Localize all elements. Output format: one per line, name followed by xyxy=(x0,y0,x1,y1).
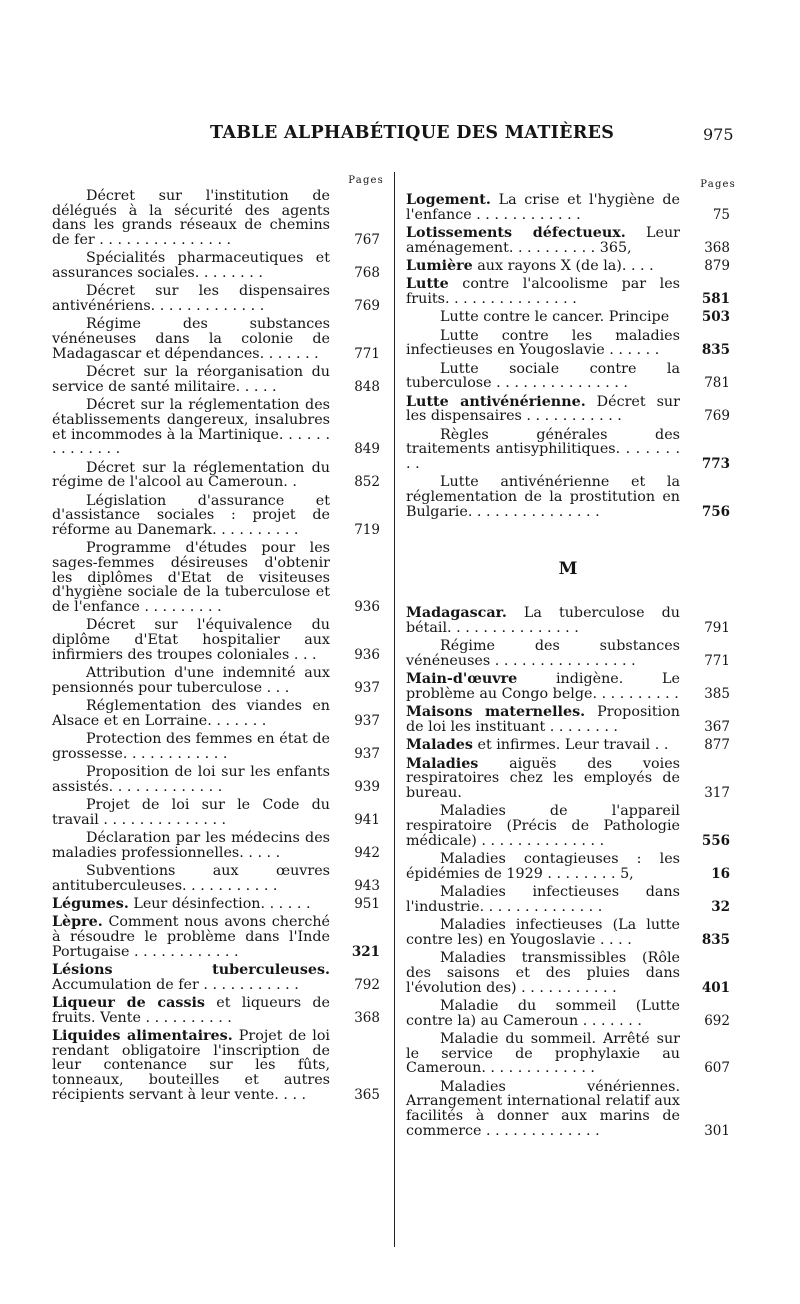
entry-heading: Liqueur de cassis xyxy=(52,995,205,1012)
entry-page-number: 941 xyxy=(354,811,380,828)
index-entry xyxy=(52,765,380,794)
entry-heading: Lutte antivénérienne. xyxy=(406,393,586,410)
entry-page-number: 835 xyxy=(701,342,730,359)
entry-text: Maladies transmissibles (Rôle des saisons et des pluies dans l'évolution des) . . . . . . . . . . . xyxy=(406,950,680,996)
entry-heading: Madagascar. xyxy=(406,605,507,622)
right-column xyxy=(406,175,736,1142)
pages-label: Pages xyxy=(700,179,736,190)
entry-text: Spécialités pharmaceutiques et assurances sociales. . . . . . . . xyxy=(52,250,330,282)
index-entry xyxy=(52,461,380,490)
entry-text: Subventions aux œuvres antituberculeuses. . . . . . . . . . . xyxy=(52,863,330,894)
entry-page-number: 769 xyxy=(704,408,730,425)
entry-text: Proposition de loi les instituant . . . . . . . . xyxy=(406,704,680,736)
entry-text: Comment nous avons cherché à résoudre le problème dans l'Inde Portugaise . . . . . . . . . . . . xyxy=(52,914,330,960)
index-entry xyxy=(406,672,730,701)
right-entry-list-l xyxy=(406,193,730,519)
index-entry xyxy=(406,918,730,947)
entry-page-number: 852 xyxy=(354,474,380,491)
index-entry xyxy=(406,852,730,881)
entry-text: Maladies infectieuses (La lutte contre les) en Yougoslavie . . . . xyxy=(406,917,680,948)
entry-text: Protection des femmes en état de grossesse. . . . . . . . . . . . xyxy=(52,731,330,762)
index-entry xyxy=(406,999,730,1028)
entry-page-number: 301 xyxy=(704,1122,730,1139)
index-entry xyxy=(406,951,730,995)
page-number: 975 xyxy=(703,125,734,144)
entry-page-number: 692 xyxy=(704,1012,730,1029)
entry-page-number: 367 xyxy=(704,719,730,736)
index-entry xyxy=(52,699,380,728)
index-entry xyxy=(52,666,380,695)
entry-text: Lutte antivénérienne et la réglementation de la prostitution en Bulgarie. . . . . . . . . . . . . . . xyxy=(406,474,680,520)
entry-text: Régime des substances vénéneuses . . . . . . . . . . . . . . . . xyxy=(406,638,680,670)
entry-text: La crise et l'hygiène de l'enfance . . . . . . . . . . . . xyxy=(406,192,680,223)
entry-page-number: 835 xyxy=(701,931,730,948)
entry-page-number: 385 xyxy=(704,686,730,703)
entry-text: Projet de loi rendant obligatoire l'inscription de leur contenance sur les fûts, tonneaux, bouteilles et autres récipients servant à leur vente. . . . xyxy=(52,1028,331,1103)
entry-heading: Maisons maternelles. xyxy=(406,704,586,721)
running-title: TABLE ALPHABÉTIQUE DES MATIÈRES xyxy=(210,123,615,143)
entry-text: et infirmes. Leur travail . . xyxy=(472,737,669,754)
entry-text: Proposition de loi sur les enfants assistés. . . . . . . . . . . . . xyxy=(52,764,330,795)
entry-heading: Logement. xyxy=(406,192,491,208)
left-entry-list xyxy=(52,189,380,1103)
entry-page-number: 769 xyxy=(354,298,380,315)
index-entry xyxy=(406,1080,730,1139)
index-entry xyxy=(406,705,730,734)
entry-page-number: 939 xyxy=(354,778,380,795)
entry-page-number: 32 xyxy=(711,898,730,915)
entry-text: Leur aménagement. . . . . . . . . . 365, xyxy=(406,225,680,256)
entry-text: Décret sur l'institution de délégués à la sécurité des agents dans les grands réseaux de chemins de fer . . . . . . . . . . . . . . . xyxy=(52,188,330,249)
left-column xyxy=(52,175,384,1106)
index-entry xyxy=(52,963,380,992)
entry-heading: Liquides alimentaires. xyxy=(52,1028,233,1045)
index-entry xyxy=(52,317,380,361)
entry-page-number: 16 xyxy=(711,865,730,882)
entry-page-number: 368 xyxy=(354,1009,380,1026)
index-entry xyxy=(406,193,730,222)
entry-text: Législation d'assurance et d'assistance sociales : projet de réforme au Danemark. . . . . . . . . . xyxy=(52,492,330,538)
entry-text: Lutte contre le cancer. Principe xyxy=(440,309,670,326)
entry-text: Attribution d'une indemnité aux pensionnés pour tuberculose . . . xyxy=(52,665,330,696)
index-entry xyxy=(406,639,730,668)
entry-page-number: 771 xyxy=(704,653,730,670)
index-entry xyxy=(406,804,730,848)
entry-heading: Lèpre. xyxy=(52,914,103,931)
entry-text: Accumulation de fer . . . . . . . . . . . xyxy=(52,976,299,993)
entry-page-number: 771 xyxy=(354,345,380,362)
entry-text: Programme d'études pour les sages-femmes désireuses d'obtenir les diplômes d'Etat de visiteuses d'hygiène sociale de la tuberculose et de l'enfance . . . . . . . . . xyxy=(52,540,330,616)
entry-heading: Maladies xyxy=(406,755,479,772)
entry-page-number: 791 xyxy=(704,620,730,637)
entry-text: La tuberculose du bétail. . . . . . . . . . . . . . . xyxy=(406,605,680,637)
entry-page-number: 607 xyxy=(704,1060,730,1077)
entry-page-number: 768 xyxy=(354,265,380,282)
index-entry xyxy=(52,189,380,248)
index-entry xyxy=(52,398,380,457)
entry-page-number: 792 xyxy=(354,976,380,993)
entry-text: Déclaration par les médecins des maladies professionnelles. . . . . xyxy=(52,830,330,861)
entry-page-number: 503 xyxy=(701,309,730,326)
entry-page-number: 937 xyxy=(354,712,380,729)
entry-page-number: 719 xyxy=(354,521,380,538)
entry-heading: Lésions tuberculeuses. xyxy=(52,962,330,979)
index-entry xyxy=(52,996,380,1025)
index-entry xyxy=(406,738,730,753)
entry-text: Lutte sociale contre la tuberculose . . . . . . . . . . . . . . . xyxy=(406,360,680,392)
entry-text: et liqueurs de fruits. Vente . . . . . . . . . . xyxy=(52,995,330,1026)
entry-page-number: 368 xyxy=(704,239,730,256)
index-entry xyxy=(406,757,730,801)
pages-label: Pages xyxy=(348,175,384,186)
entry-text: Lutte contre les maladies infectieuses en Yougoslavie . . . . . . xyxy=(406,327,680,359)
entry-page-number: 317 xyxy=(704,785,730,802)
index-entry xyxy=(52,251,380,280)
entry-text: Leur désinfection. . . . . . xyxy=(128,896,311,913)
entry-text: indigène. Le problème au Congo belge. . . . . . . . . . xyxy=(406,671,680,703)
entry-text: Décret sur la réglementation des établissements dangereux, insalubres et incommodes à la Martinique. . . . . . . . . . . . . . xyxy=(52,397,330,458)
entry-page-number: 943 xyxy=(354,877,380,894)
entry-text: Décret sur les dispensaires antivénériens. . . . . . . . . . . . . xyxy=(52,283,330,315)
entry-text: Décret sur la réorganisation du service de santé militaire. . . . . xyxy=(52,364,330,395)
entry-page-number: 773 xyxy=(701,456,730,472)
entry-page-number: 879 xyxy=(704,258,730,274)
index-entry xyxy=(52,798,380,827)
index-entry xyxy=(406,277,730,306)
entry-page-number: 365 xyxy=(354,1086,380,1103)
index-entry xyxy=(52,915,380,959)
entry-text: Règles générales des traitements antisyphilitiques. . . . . . . . . xyxy=(406,426,680,472)
entry-text: Régime des substances vénéneuses dans la colonie de Madagascar et dépendances. . . . . . . xyxy=(52,316,330,362)
entry-page-number: 581 xyxy=(701,291,730,307)
index-entry xyxy=(52,897,380,912)
index-entry xyxy=(406,1032,730,1076)
entry-page-number: 767 xyxy=(354,232,380,249)
index-entry xyxy=(406,310,730,325)
index-entry xyxy=(406,329,730,358)
index-entry xyxy=(52,1029,380,1103)
entry-text: Décret sur l'équivalence du diplôme d'Etat hospitalier aux infirmiers des troupes coloniales . . . xyxy=(52,617,330,663)
entry-text: Maladie du sommeil (Lutte contre la) au Cameroun . . . . . . . xyxy=(406,997,680,1029)
entry-page-number: 321 xyxy=(351,943,380,960)
entry-text: aiguës des voies respiratoires chez les employés de bureau. xyxy=(406,755,680,802)
index-entry xyxy=(406,475,730,519)
entry-page-number: 951 xyxy=(354,896,380,913)
entry-text: Projet de loi sur le Code du travail . . . . . . . . . . . . . . xyxy=(52,797,330,828)
entry-page-number: 942 xyxy=(354,844,380,861)
entry-page-number: 877 xyxy=(704,737,730,754)
entry-text: Décret sur la réglementation du régime de l'alcool au Cameroun. . xyxy=(52,459,330,491)
index-entry xyxy=(52,541,380,615)
index-entry xyxy=(52,864,380,893)
entry-page-number: 781 xyxy=(704,375,730,392)
entry-page-number: 936 xyxy=(354,599,380,616)
entry-heading: Main-d'œuvre xyxy=(406,671,518,688)
entry-text: Réglementation des viandes en Alsace et en Lorraine. . . . . . . xyxy=(52,698,330,729)
entry-page-number: 936 xyxy=(354,646,380,663)
entry-heading: Malades xyxy=(406,737,473,754)
entry-text: Maladie du sommeil. Arrêté sur le service de prophylaxie au Cameroun. . . . . . . . . . . . . xyxy=(406,1030,680,1077)
index-entry xyxy=(406,428,730,472)
column-divider xyxy=(394,172,395,1247)
index-entry xyxy=(52,732,380,761)
entry-heading: Lotissements défectueux. xyxy=(406,225,626,241)
index-entry xyxy=(52,365,380,394)
entry-page-number: 848 xyxy=(354,378,380,395)
entry-page-number: 756 xyxy=(701,503,730,520)
right-entry-list-m xyxy=(406,606,730,1138)
entry-text: aux rayons X (de la). . . . xyxy=(472,258,654,274)
entry-text: Maladies vénériennes. Arrangement international relatif aux facilités à donner aux marins de commerce . . . . . . . . . . . . . xyxy=(406,1078,680,1139)
entry-page-number: 75 xyxy=(712,206,730,223)
index-entry xyxy=(406,885,730,914)
entry-text: Maladies infectieuses dans l'industrie. . . . . . . . . . . . . . xyxy=(406,884,680,915)
entry-page-number: 937 xyxy=(354,679,380,696)
entry-heading: Lutte xyxy=(406,276,449,293)
index-entry xyxy=(406,395,730,424)
entry-page-number: 849 xyxy=(354,441,380,458)
entry-page-number: 937 xyxy=(354,745,380,762)
entry-text: Maladies contagieuses : les épidémies de 1929 . . . . . . . . 5, xyxy=(406,851,680,882)
entry-page-number: 401 xyxy=(701,979,730,996)
entry-heading: Légumes. xyxy=(52,896,129,913)
index-entry xyxy=(52,831,380,860)
index-entry xyxy=(406,606,730,635)
entry-text: contre l'alcoolisme par les fruits. . . . . . . . . . . . . . . xyxy=(406,276,680,307)
index-entry xyxy=(406,362,730,391)
entry-text: Décret sur les dispensaires . . . . . . . . . . . xyxy=(406,393,680,425)
index-entry xyxy=(52,284,380,313)
index-entry xyxy=(52,494,380,538)
section-letter: M xyxy=(558,559,578,580)
index-entry xyxy=(406,259,730,274)
entry-heading: Lumière xyxy=(406,258,473,274)
entry-page-number: 556 xyxy=(701,832,730,849)
entry-text: Maladies de l'appareil respiratoire (Précis de Pathologie médicale) . . . . . . . . . . . . . . xyxy=(406,803,680,849)
index-entry xyxy=(52,618,380,662)
index-entry xyxy=(406,226,730,255)
